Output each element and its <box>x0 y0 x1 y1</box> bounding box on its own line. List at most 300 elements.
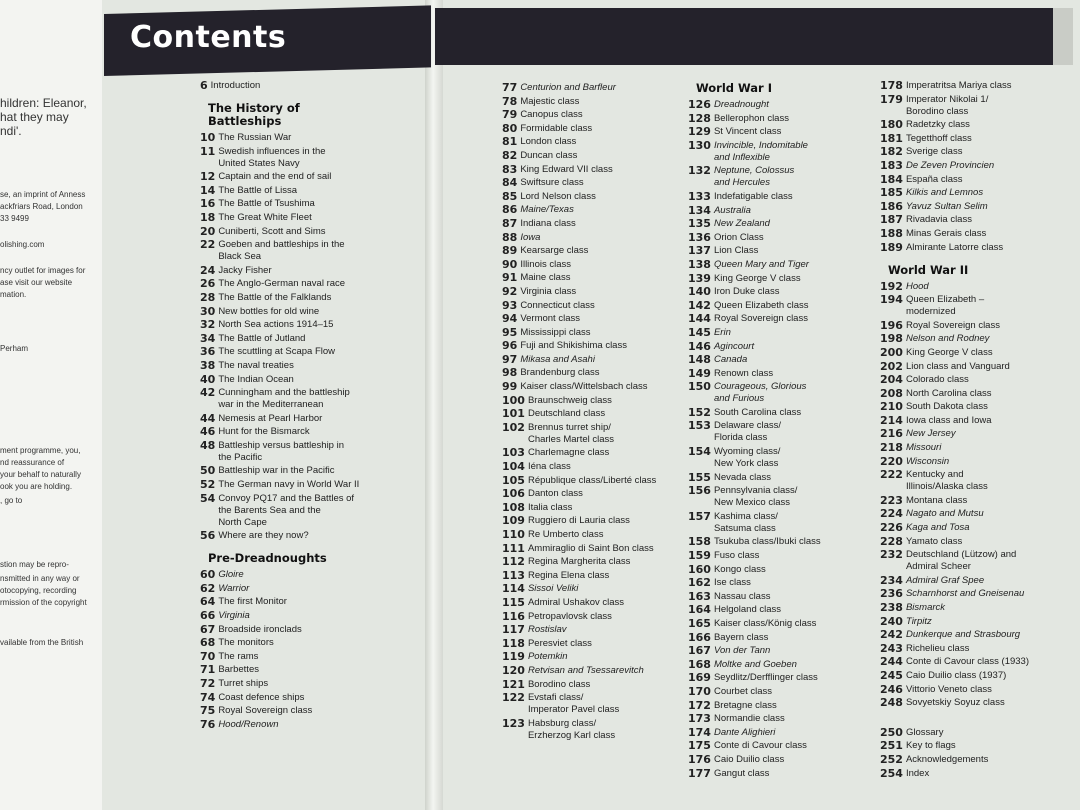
toc-entry[interactable] <box>502 150 692 162</box>
entry-title: Helgoland class <box>713 604 782 616</box>
page-number: 93 <box>502 298 518 312</box>
entry-title: Maine/Texas <box>520 204 574 216</box>
entry-title: Mikasa and Asahi <box>520 353 595 365</box>
contents-column-3 <box>688 80 888 781</box>
toc-entry[interactable] <box>688 126 888 138</box>
toc-entry[interactable] <box>688 645 888 657</box>
page-number: 248 <box>880 696 903 710</box>
page-number: 117 <box>502 623 525 637</box>
entry-title: Evstafi class/ Imperator Pavel class <box>527 692 620 716</box>
section-heading: World War II <box>888 262 969 277</box>
toc-entry[interactable] <box>502 367 692 379</box>
entry-title: Italia class <box>527 501 573 513</box>
toc-entry[interactable] <box>200 440 430 464</box>
entry-title: Vittorio Veneto class <box>905 683 992 695</box>
toc-entry[interactable] <box>200 346 430 358</box>
toc-entry[interactable] <box>502 286 692 298</box>
toc-entry[interactable] <box>200 705 430 717</box>
toc-entry[interactable] <box>688 659 888 671</box>
toc-entry[interactable] <box>880 146 1080 158</box>
toc-entry[interactable] <box>502 340 692 352</box>
entry-title: Montana class <box>905 494 968 506</box>
toc-entry[interactable] <box>502 82 692 94</box>
toc-entry[interactable] <box>200 692 430 704</box>
entry-title: Lord Nelson class <box>520 190 596 202</box>
page-number: 99 <box>502 380 518 394</box>
toc-entry[interactable] <box>880 697 1080 709</box>
entry-title: Brennus turret ship/ Charles Martel class <box>527 421 615 445</box>
toc-entry[interactable] <box>502 109 692 121</box>
entry-title: Von der Tann <box>713 645 771 657</box>
toc-entry[interactable] <box>880 160 1080 172</box>
toc-entry[interactable] <box>502 259 692 271</box>
toc-entry[interactable] <box>688 754 888 766</box>
page-number: 10 <box>200 131 216 144</box>
toc-entry[interactable] <box>880 456 1080 468</box>
toc-entry[interactable] <box>502 461 692 473</box>
entry-title: Agincourt <box>713 340 755 352</box>
page-number: 200 <box>880 345 903 359</box>
facing-page-text: rmission of the copyright <box>0 598 87 607</box>
toc-entry[interactable] <box>688 245 888 257</box>
page-number: 76 <box>200 717 216 731</box>
toc-entry[interactable] <box>880 684 1080 696</box>
toc-entry[interactable] <box>688 218 888 230</box>
toc-entry[interactable] <box>880 228 1080 240</box>
page-number: 145 <box>688 325 711 339</box>
page-number: 75 <box>200 704 216 718</box>
toc-entry[interactable] <box>880 388 1080 400</box>
toc-entry[interactable] <box>688 232 888 244</box>
toc-entry[interactable] <box>688 191 888 203</box>
entry-title: Dunkerque and Strasbourg <box>905 629 1021 641</box>
toc-entry[interactable] <box>688 618 888 630</box>
toc-entry[interactable] <box>200 413 430 425</box>
entry-title: Queen Elizabeth class <box>713 299 809 311</box>
entry-title: The rams <box>218 650 259 662</box>
toc-entry[interactable] <box>200 278 430 290</box>
toc-entry[interactable] <box>502 515 692 527</box>
toc-entry[interactable] <box>200 678 430 690</box>
page-number: 104 <box>502 460 525 474</box>
toc-entry[interactable] <box>880 374 1080 386</box>
toc-entry[interactable] <box>688 591 888 603</box>
toc-entry[interactable] <box>880 320 1080 332</box>
toc-entry[interactable] <box>200 306 430 318</box>
page-number: 152 <box>688 405 711 419</box>
toc-entry[interactable] <box>688 99 888 111</box>
toc-entry[interactable] <box>200 387 430 411</box>
toc-entry[interactable] <box>880 347 1080 359</box>
toc-entry[interactable] <box>688 140 888 164</box>
facing-page-text: hat they may <box>0 110 69 124</box>
toc-entry[interactable] <box>502 96 692 108</box>
entry-title: Mississippi class <box>520 326 591 338</box>
page-number: 68 <box>200 636 216 650</box>
entry-title: The naval treaties <box>218 359 294 371</box>
toc-entry[interactable] <box>502 191 692 203</box>
entry-title: Erin <box>713 326 731 338</box>
toc-entry[interactable] <box>502 597 692 609</box>
page-number: 98 <box>502 366 518 380</box>
entry-title: Rivadavia class <box>905 214 972 226</box>
toc-entry[interactable] <box>502 164 692 176</box>
page-number: 220 <box>880 454 903 468</box>
toc-entry[interactable] <box>880 727 1080 739</box>
toc-entry[interactable] <box>502 570 692 582</box>
toc-entry[interactable] <box>880 768 1080 780</box>
page-number: 91 <box>502 271 518 285</box>
page-number: 174 <box>688 725 711 739</box>
entry-title: Deutschland class <box>527 408 606 420</box>
toc-entry[interactable] <box>688 672 888 684</box>
toc-entry[interactable] <box>880 201 1080 213</box>
page-number: 84 <box>502 176 518 190</box>
toc-entry[interactable] <box>502 488 692 500</box>
toc-entry[interactable] <box>200 465 430 477</box>
toc-entry[interactable] <box>880 616 1080 628</box>
toc-entry[interactable] <box>502 136 692 148</box>
toc-entry[interactable] <box>880 133 1080 145</box>
entry-title: De Zeven Provincien <box>905 159 995 171</box>
toc-entry[interactable] <box>688 700 888 712</box>
toc-entry[interactable] <box>502 718 692 742</box>
page-number: 163 <box>688 589 711 603</box>
toc-entry[interactable] <box>200 637 430 649</box>
toc-entry[interactable] <box>688 368 888 380</box>
toc-entry[interactable] <box>688 354 888 366</box>
toc-entry[interactable] <box>200 198 430 210</box>
entry-title: Broadside ironclads <box>218 623 302 635</box>
facing-page-text: hildren: Eleanor, <box>0 96 87 110</box>
page-number: 150 <box>688 380 711 394</box>
entry-title: Virginia class <box>520 285 577 297</box>
entry-title: Invincible, Indomitable and Inflexible <box>713 139 808 163</box>
toc-entry[interactable] <box>688 686 888 698</box>
page-number: 173 <box>688 712 711 726</box>
entry-title: The German navy in World War II <box>218 479 360 491</box>
entry-title: Illinois class <box>520 258 571 270</box>
toc-entry[interactable] <box>502 475 692 487</box>
toc-entry[interactable] <box>200 146 430 170</box>
entry-title: Kilkis and Lemnos <box>905 187 984 199</box>
toc-entry[interactable] <box>502 204 692 216</box>
toc-entry[interactable] <box>880 536 1080 548</box>
toc-entry[interactable] <box>502 624 692 636</box>
toc-entry[interactable] <box>502 502 692 514</box>
toc-entry[interactable] <box>880 670 1080 682</box>
toc-entry[interactable] <box>688 407 888 419</box>
toc-entry[interactable] <box>880 508 1080 520</box>
toc-entry[interactable] <box>502 556 692 568</box>
toc-entry[interactable] <box>502 327 692 339</box>
page-number: 189 <box>880 240 903 254</box>
toc-entry[interactable] <box>688 259 888 271</box>
toc-entry[interactable] <box>880 575 1080 587</box>
page-number: 186 <box>880 199 903 213</box>
facing-page-text: , go to <box>0 496 23 505</box>
toc-entry[interactable] <box>200 596 430 608</box>
entry-title: Captain and the end of sail <box>218 171 332 183</box>
facing-page-text: ment programme, you, <box>0 446 81 455</box>
toc-entry[interactable] <box>502 232 692 244</box>
toc-entry[interactable] <box>880 629 1080 641</box>
toc-entry[interactable] <box>502 272 692 284</box>
toc-entry[interactable] <box>688 381 888 405</box>
page-number: 148 <box>688 353 711 367</box>
toc-entry[interactable] <box>502 300 692 312</box>
toc-entry[interactable] <box>880 428 1080 440</box>
toc-entry[interactable] <box>200 80 430 92</box>
toc-entry[interactable] <box>502 218 692 230</box>
toc-entry[interactable] <box>688 713 888 725</box>
toc-entry[interactable] <box>880 754 1080 766</box>
page-number: 157 <box>688 509 711 523</box>
toc-entry[interactable] <box>688 604 888 616</box>
toc-entry[interactable] <box>502 447 692 459</box>
section-heading: World War I <box>696 81 773 95</box>
spacer <box>880 711 1080 727</box>
toc-entry[interactable] <box>880 187 1080 199</box>
page-number: 30 <box>200 304 216 318</box>
toc-entry[interactable] <box>688 740 888 752</box>
toc-entry[interactable] <box>200 185 430 197</box>
toc-entry[interactable] <box>880 740 1080 752</box>
entry-title: New Jersey <box>905 428 956 440</box>
entry-title: The Battle of the Falklands <box>218 291 332 303</box>
page-number: 136 <box>688 230 711 244</box>
toc-entry[interactable] <box>880 242 1080 254</box>
entry-title: Admiral Ushakov class <box>527 596 625 608</box>
toc-entry[interactable] <box>200 530 430 542</box>
toc-entry[interactable] <box>688 768 888 780</box>
entry-title: Ammiraglio di Saint Bon class <box>527 542 654 554</box>
entry-title: Tsukuba class/Ibuki class <box>713 536 821 548</box>
toc-entry[interactable] <box>200 212 430 224</box>
page-number: 155 <box>688 470 711 484</box>
toc-entry[interactable] <box>688 420 888 444</box>
toc-entry[interactable] <box>502 651 692 663</box>
entry-title: Sissoi Veliki <box>527 583 579 595</box>
toc-entry[interactable] <box>688 727 888 739</box>
toc-entry[interactable] <box>880 361 1080 373</box>
toc-entry[interactable] <box>880 549 1080 573</box>
toc-entry[interactable] <box>688 286 888 298</box>
page-number: 20 <box>200 224 216 238</box>
entry-title: Lion class and Vanguard <box>905 360 1010 372</box>
toc-entry[interactable] <box>200 569 430 581</box>
entry-title: Bayern class <box>713 631 769 643</box>
toc-entry[interactable] <box>200 239 430 263</box>
entry-title: Braunschweig class <box>527 394 612 406</box>
page-number: 36 <box>200 345 216 359</box>
toc-entry[interactable] <box>688 273 888 285</box>
page-number: 192 <box>880 279 903 293</box>
toc-entry[interactable] <box>200 610 430 622</box>
toc-entry[interactable] <box>200 319 430 331</box>
toc-entry[interactable] <box>200 265 430 277</box>
contents-column-2 <box>502 82 692 743</box>
facing-page-text: nsmitted in any way or <box>0 574 80 583</box>
toc-entry[interactable] <box>880 401 1080 413</box>
page-number: 218 <box>880 441 903 455</box>
toc-entry[interactable] <box>880 588 1080 600</box>
entry-title: Royal Sovereign class <box>713 313 808 325</box>
page-number: 111 <box>502 541 525 555</box>
page-number: 169 <box>688 671 711 685</box>
toc-entry[interactable] <box>688 577 888 589</box>
toc-entry[interactable] <box>880 522 1080 534</box>
toc-entry[interactable] <box>880 469 1080 493</box>
page-number: 81 <box>502 135 518 149</box>
toc-entry[interactable] <box>200 624 430 636</box>
page-number: 153 <box>688 419 711 433</box>
entry-title: Formidable class <box>520 122 593 134</box>
page-number: 108 <box>502 500 525 514</box>
toc-entry[interactable] <box>200 651 430 663</box>
toc-entry[interactable] <box>502 611 692 623</box>
page-number: 251 <box>880 739 903 753</box>
toc-entry[interactable] <box>880 80 1080 92</box>
toc-entry[interactable] <box>688 313 888 325</box>
toc-entry[interactable] <box>880 643 1080 655</box>
entry-title: Neptune, Colossus and Hercules <box>713 165 795 189</box>
toc-entry[interactable] <box>688 632 888 644</box>
entry-title: Goeben and battleships in the Black Sea <box>218 239 345 263</box>
entry-title: The Battle of Lissa <box>218 184 297 196</box>
toc-entry[interactable] <box>200 583 430 595</box>
toc-entry[interactable] <box>502 313 692 325</box>
facing-page-text: ook you are holding. <box>0 482 73 491</box>
toc-entry[interactable] <box>502 123 692 135</box>
toc-entry[interactable] <box>200 226 430 238</box>
toc-entry[interactable] <box>688 485 888 509</box>
toc-entry[interactable] <box>502 381 692 393</box>
toc-entry[interactable] <box>502 408 692 420</box>
toc-entry[interactable] <box>200 719 430 731</box>
facing-page-text: mation. <box>0 290 27 299</box>
entry-title: Nagato and Mutsu <box>905 508 984 520</box>
entry-title: King George V class <box>905 346 993 358</box>
toc-entry[interactable] <box>880 294 1080 318</box>
entry-title: Iéna class <box>527 461 571 473</box>
entry-title: Nassau class <box>713 590 771 602</box>
entry-title: Acknowledgements <box>905 753 989 765</box>
page-number: 226 <box>880 521 903 535</box>
entry-title: The Great White Fleet <box>218 211 312 223</box>
toc-entry[interactable] <box>502 395 692 407</box>
entry-title: Petropavlovsk class <box>527 610 612 622</box>
toc-entry[interactable] <box>688 327 888 339</box>
toc-entry[interactable] <box>688 300 888 312</box>
toc-entry[interactable] <box>880 119 1080 131</box>
toc-entry[interactable] <box>688 536 888 548</box>
page-number: 135 <box>688 217 711 231</box>
entry-title: Fuji and Shikishima class <box>520 340 627 352</box>
toc-entry[interactable] <box>880 442 1080 454</box>
page-number: 32 <box>200 318 216 332</box>
toc-entry[interactable] <box>880 94 1080 118</box>
page-number: 180 <box>880 118 903 132</box>
entry-title: Normandie class <box>713 713 785 725</box>
toc-entry[interactable] <box>688 446 888 470</box>
page-number: 139 <box>688 271 711 285</box>
page-number: 146 <box>688 339 711 353</box>
toc-entry[interactable] <box>200 479 430 491</box>
entry-title: Almirante Latorre class <box>905 241 1004 253</box>
page-number: 77 <box>502 81 518 94</box>
toc-entry[interactable] <box>502 543 692 555</box>
toc-entry[interactable] <box>880 214 1080 226</box>
page-number: 71 <box>200 663 216 677</box>
toc-entry[interactable] <box>502 665 692 677</box>
entry-title: Retvisan and Tsessarevitch <box>527 664 644 676</box>
toc-entry[interactable] <box>880 174 1080 186</box>
entry-title: Iowa class and Iowa <box>905 414 992 426</box>
toc-entry[interactable] <box>688 511 888 535</box>
page-number: 18 <box>200 210 216 224</box>
toc-entry[interactable] <box>688 564 888 576</box>
toc-entry[interactable] <box>880 495 1080 507</box>
toc-entry[interactable] <box>688 341 888 353</box>
toc-entry[interactable] <box>502 177 692 189</box>
toc-entry[interactable] <box>688 550 888 562</box>
toc-entry[interactable] <box>200 493 430 529</box>
toc-entry[interactable] <box>502 583 692 595</box>
toc-entry[interactable] <box>200 171 430 183</box>
entry-title: Hood/Renown <box>218 718 279 730</box>
entry-title: Re Umberto class <box>527 529 604 540</box>
toc-entry[interactable] <box>200 374 430 386</box>
toc-entry[interactable] <box>200 292 430 304</box>
toc-entry[interactable] <box>502 679 692 691</box>
toc-entry[interactable] <box>200 426 430 438</box>
facing-page-text: ase visit our website <box>0 278 73 287</box>
entry-title: Minas Gerais class <box>905 227 987 239</box>
toc-entry[interactable] <box>688 205 888 217</box>
page-number: 222 <box>880 468 903 482</box>
toc-entry[interactable] <box>880 415 1080 427</box>
facing-page-text: stion may be repro- <box>0 560 69 569</box>
toc-entry[interactable] <box>880 656 1080 668</box>
toc-entry[interactable] <box>200 664 430 676</box>
toc-entry[interactable] <box>688 113 888 125</box>
contents-column-4 <box>880 80 1080 781</box>
toc-entry[interactable] <box>502 529 692 541</box>
entry-title: Kashima class/ Satsuma class <box>713 510 778 534</box>
entry-title: Caio Duilio class <box>713 753 785 765</box>
entry-title: Turret ships <box>218 678 269 689</box>
entry-title: Sverige class <box>905 146 963 158</box>
toc-entry[interactable] <box>502 638 692 650</box>
toc-entry[interactable] <box>502 245 692 257</box>
toc-entry[interactable] <box>502 422 692 446</box>
toc-entry[interactable] <box>502 692 692 716</box>
page-number: 102 <box>502 420 525 434</box>
toc-entry[interactable] <box>200 360 430 372</box>
toc-entry[interactable] <box>880 602 1080 614</box>
toc-entry[interactable] <box>688 165 888 189</box>
toc-entry[interactable] <box>688 472 888 484</box>
page-number: 14 <box>200 183 216 197</box>
toc-entry[interactable] <box>880 281 1080 293</box>
toc-entry[interactable] <box>200 333 430 345</box>
entry-title: Nelson and Rodney <box>905 333 990 345</box>
toc-entry[interactable] <box>502 354 692 366</box>
facing-page-text: ndi'. <box>0 124 22 138</box>
toc-entry[interactable] <box>880 333 1080 345</box>
toc-entry[interactable] <box>200 132 430 144</box>
